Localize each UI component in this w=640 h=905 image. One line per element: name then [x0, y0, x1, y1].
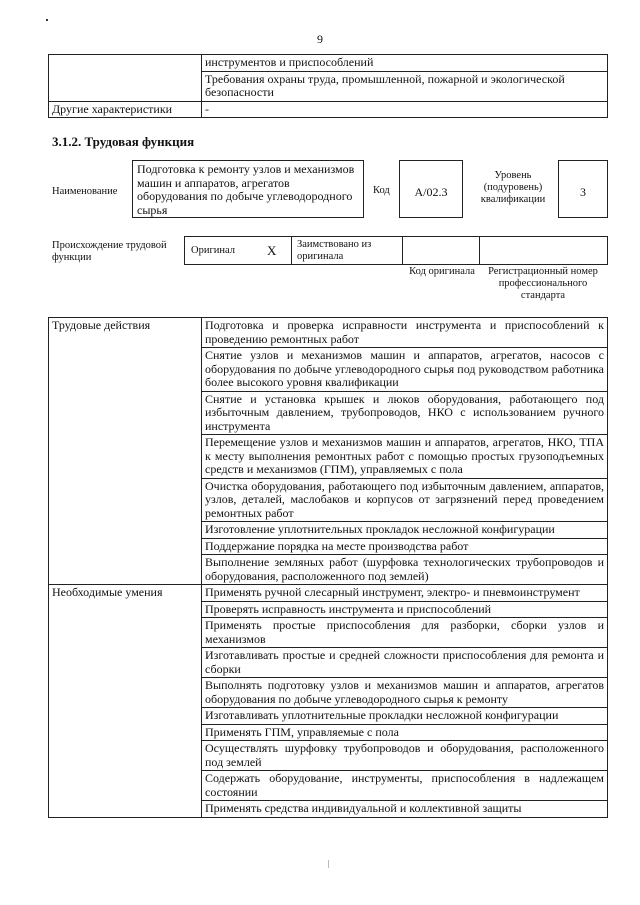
- name-value: Подготовка к ремонту узлов и механизмов машин и аппаратов, агрегатов оборудования по добыче углеводородного сырья: [137, 162, 355, 217]
- list-item: Изготавливать простые и средней сложности приспособления для ремонта и сборки: [202, 648, 608, 678]
- section-title: 3.1.2. Трудовая функция: [52, 134, 195, 149]
- list-item: Очистка оборудования, работающего под избыточным давлением, аппаратов, узлов, деталей, маслобаков и корпусов от загрязнений перед проведением ремонтных работ: [202, 478, 608, 522]
- table-cell: [49, 55, 202, 72]
- list-item: Осуществлять шурфовку трубопроводов и оборудования, расположенного под землей: [202, 741, 608, 771]
- other-characteristics-label: Другие характеристики: [49, 101, 202, 118]
- scan-speck: [46, 19, 48, 21]
- origin-box: [184, 236, 608, 265]
- original-label: Оригинал: [191, 245, 235, 256]
- reg-caption: Регистрационный номер профессионального стандарта: [488, 266, 598, 301]
- code-value-box: [399, 160, 463, 218]
- list-item: Применять средства индивидуальной и коллективной защиты: [202, 801, 608, 818]
- list-item: Содержать оборудование, инструменты, приспособления в надлежащем состоянии: [202, 771, 608, 801]
- origin-label: Происхождение трудовой функции: [52, 240, 167, 263]
- table-row: [49, 585, 608, 602]
- list-item: Проверять исправность инструмента и приспособлений: [202, 601, 608, 618]
- table-row: [49, 101, 608, 118]
- list-item: Изготавливать уплотнительные прокладки несложной конфигурации: [202, 708, 608, 725]
- code-label: Код: [373, 185, 390, 196]
- page-number: 9: [317, 32, 323, 46]
- table-cell: инструментов и приспособлений: [202, 55, 608, 72]
- table-row: [49, 318, 608, 348]
- table-row: [49, 55, 608, 72]
- name-value-box: [132, 160, 364, 218]
- table-cell: -: [202, 101, 608, 118]
- code-caption: Код оригинала: [409, 266, 475, 277]
- main-table: [48, 317, 608, 818]
- list-item: Применять ручной слесарный инструмент, электро- и пневмоинструмент: [202, 585, 608, 602]
- list-item: Перемещение узлов и механизмов машин и аппаратов, агрегатов, НКО, ТПА к месту выполнения ремонтных работ с помощью простых грузоподъемных средств и механизмов (ГПМ), управляемых с пола: [202, 435, 608, 479]
- top-table: [48, 54, 608, 118]
- list-item: Применять простые приспособления для разборки, сборки узлов и механизмов: [202, 618, 608, 648]
- list-item: Изготовление уплотнительных прокладок несложной конфигурации: [202, 522, 608, 539]
- level-value: 3: [580, 185, 586, 199]
- level-value-box: [558, 160, 608, 218]
- name-label: Наименование: [52, 186, 118, 197]
- list-item: Применять ГПМ, управляемые с пола: [202, 724, 608, 741]
- skills-label: Необходимые умения: [49, 585, 202, 818]
- scan-speck: [328, 860, 329, 868]
- list-item: Поддержание порядка на месте производства работ: [202, 538, 608, 555]
- list-item: Снятие и установка крышек и люков оборудования, работающего под избыточным давлением, трубопроводов, НКО с использованием ручного инструмента: [202, 391, 608, 435]
- list-item: Снятие узлов и механизмов машин и аппаратов, агрегатов, насосов с оборудования по добыче углеводородного сырья под руководством работника более высокого уровня квалификации: [202, 348, 608, 392]
- table-cell: [49, 71, 202, 101]
- table-row: [49, 71, 608, 101]
- borrowed-label: Заимствовано из оригинала: [297, 239, 372, 262]
- list-item: Выполнять подготовку узлов и механизмов машин и аппаратов, агрегатов оборудования по добыче углеводородного сырья к ремонту: [202, 678, 608, 708]
- level-label: Уровень (подуровень) квалификации: [480, 170, 546, 205]
- table-cell: Требования охраны труда, промышленной, пожарной и экологической безопасности: [202, 71, 608, 101]
- original-mark: X: [267, 243, 277, 258]
- list-item: Выполнение земляных работ (шурфовка технологических трубопроводов и оборудования, расположенного под землей): [202, 555, 608, 585]
- code-value: А/02.3: [414, 185, 448, 199]
- labor-actions-label: Трудовые действия: [49, 318, 202, 585]
- list-item: Подготовка и проверка исправности инструмента и приспособлений к проведению ремонтных работ: [202, 318, 608, 348]
